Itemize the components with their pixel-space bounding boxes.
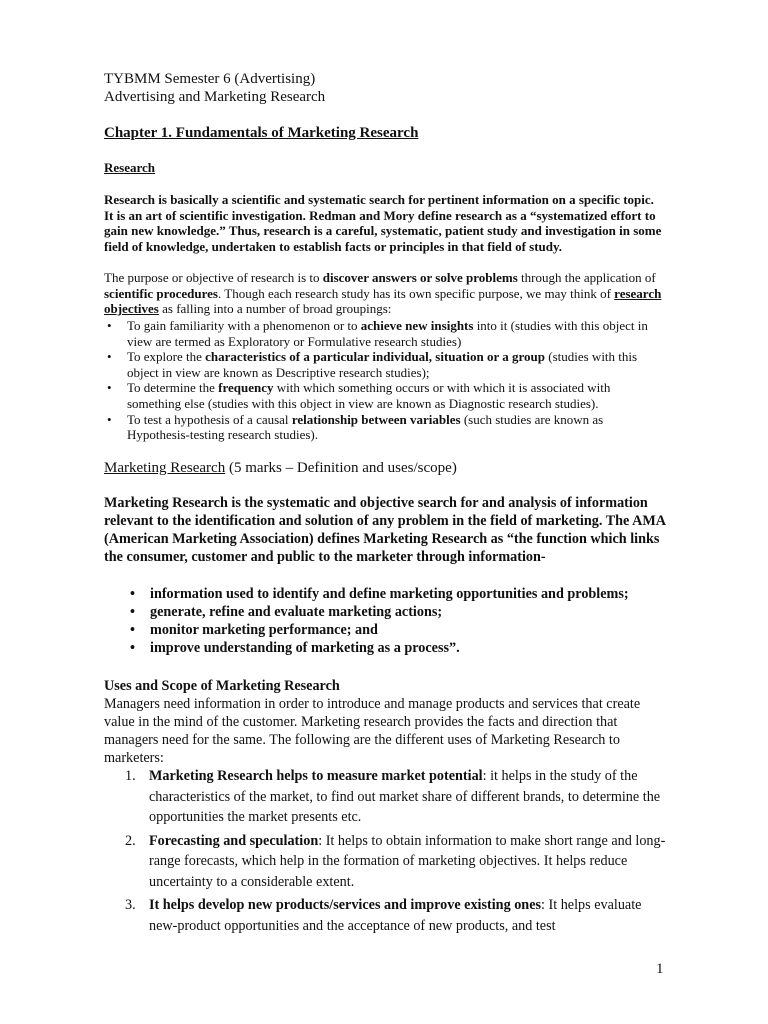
- objective-text: To test a hypothesis of a causal: [127, 411, 292, 427]
- objective-text: (studies with this object in view are known as Descriptive research studies);: [127, 349, 638, 380]
- objective-text: with which something occurs or with which it is associated with something else (studies with this object in view are known as Diagnostic research studies).: [127, 380, 611, 411]
- purpose-underlined: research objectives: [104, 285, 662, 317]
- purpose-bold-2: scientific procedures: [104, 285, 218, 301]
- function-text: improve understanding of marketing as a process”.: [150, 640, 460, 656]
- purpose-text-2: through the application of: [517, 270, 656, 285]
- marketing-research-heading-note: (5 marks – Definition and uses/scope): [225, 460, 457, 476]
- function-text: information used to identify and define marketing opportunities and problems;: [150, 586, 629, 602]
- chapter-title-text: Chapter 1. Fundamentals of Marketing Research: [104, 125, 419, 141]
- objective-bold: frequency: [218, 380, 274, 396]
- objective-text: To determine the: [127, 380, 219, 396]
- research-purpose-paragraph: [104, 270, 664, 317]
- uses-heading: Uses and Scope of Marketing Research: [104, 678, 340, 694]
- list-item: [104, 412, 664, 443]
- objective-text: To explore the: [127, 349, 206, 365]
- function-text: monitor marketing performance; and: [150, 622, 378, 638]
- list-item: [127, 603, 672, 621]
- objective-bold: relationship between variables: [291, 411, 461, 427]
- objective-bold: achieve new insights: [360, 318, 474, 333]
- objective-text: into it (studies with this object in view are termed as Exploratory or Formulative research studies): [127, 318, 648, 349]
- item-number: 2.: [125, 832, 136, 849]
- bullet-icon: •: [107, 411, 112, 427]
- list-item: [104, 349, 664, 380]
- list-item: [104, 895, 670, 936]
- list-item: [104, 318, 664, 349]
- marketing-functions-list: [127, 585, 672, 657]
- bullet-icon: •: [130, 640, 135, 656]
- research-heading: [104, 160, 664, 176]
- research-heading-text: Research: [104, 160, 156, 175]
- list-item: [104, 831, 670, 893]
- item-bold: It helps develop new products/services and improve existing ones: [149, 897, 542, 913]
- purpose-text-4: as falling into a number of broad groupings:: [158, 301, 392, 317]
- bullet-icon: •: [130, 622, 135, 638]
- item-number: 1.: [125, 768, 136, 784]
- bullet-icon: •: [130, 604, 135, 620]
- item-text: : It helps to obtain information to make short range and long-range forecasts, which help in the formation of marketing objectives. It helps reduce uncertainty to a considerable extent.: [149, 832, 666, 890]
- list-item: [104, 766, 670, 828]
- item-number: 3.: [125, 897, 136, 913]
- list-item: [127, 639, 672, 657]
- subject-line: Advertising and Marketing Research: [104, 89, 326, 106]
- uses-list: [104, 766, 670, 939]
- list-item: [104, 380, 664, 411]
- item-bold: Forecasting and speculation: [149, 832, 319, 849]
- objective-text: To gain familiarity with a phenomenon or to: [127, 318, 361, 333]
- course-line: TYBMM Semester 6 (Advertising): [104, 71, 316, 87]
- purpose-bold-1: discover answers or solve problems: [322, 270, 518, 285]
- item-text: : It helps evaluate new-product opportunities and the acceptance of new products, and test: [149, 897, 642, 934]
- bullet-icon: •: [107, 380, 112, 396]
- bullet-icon: •: [107, 349, 112, 365]
- bullet-icon: •: [107, 318, 112, 333]
- item-text: : it helps in the study of the characteristics of the market, to find out market share of different brands, to determine the opportunities the market presents etc.: [149, 768, 661, 825]
- purpose-text-3: . Though each research study has its own specific purpose, we may think of: [217, 285, 615, 301]
- uses-intro: Managers need information in order to introduce and manage products and services that create value in the mind of the customer. Marketing research provides the facts and direction that managers need for the same. The following are the different uses of Marketing Research to marketers:: [104, 696, 641, 766]
- objective-bold: characteristics of a particular individual, situation or a group: [205, 349, 545, 365]
- document-header: [104, 70, 664, 107]
- page-number: 1: [656, 961, 664, 977]
- marketing-research-definition: Marketing Research is the systematic and objective search for and analysis of information relevant to the identification and solution of any problem in the field of marketing. The AMA (American Marketing Association) defines Marketing Research as “the function which links the consumer, customer and public to the marketer through information-: [104, 495, 666, 565]
- research-objectives-list: [104, 318, 664, 443]
- marketing-research-heading: [104, 459, 664, 477]
- research-definition: Research is basically a scientific and systematic search for pertinent information on a specific topic. It is an art of scientific investigation. Redman and Mory define research as a “systematized effort to gain new knowledge.” Thus, research is a careful, systematic, patient study and investigation in some field of knowledge, undertaken to establish facts or principles in that field of study.: [104, 192, 662, 254]
- list-item: [127, 621, 672, 639]
- chapter-title: [104, 124, 664, 142]
- function-text: generate, refine and evaluate marketing actions;: [150, 604, 443, 620]
- purpose-text-1: The purpose or objective of research is to: [104, 270, 323, 285]
- list-item: [127, 585, 672, 603]
- item-bold: Marketing Research helps to measure market potential: [149, 768, 483, 784]
- marketing-research-heading-text: Marketing Research: [104, 460, 226, 476]
- bullet-icon: •: [130, 586, 135, 602]
- objective-text: (such studies are known as Hypothesis-testing research studies).: [127, 411, 604, 443]
